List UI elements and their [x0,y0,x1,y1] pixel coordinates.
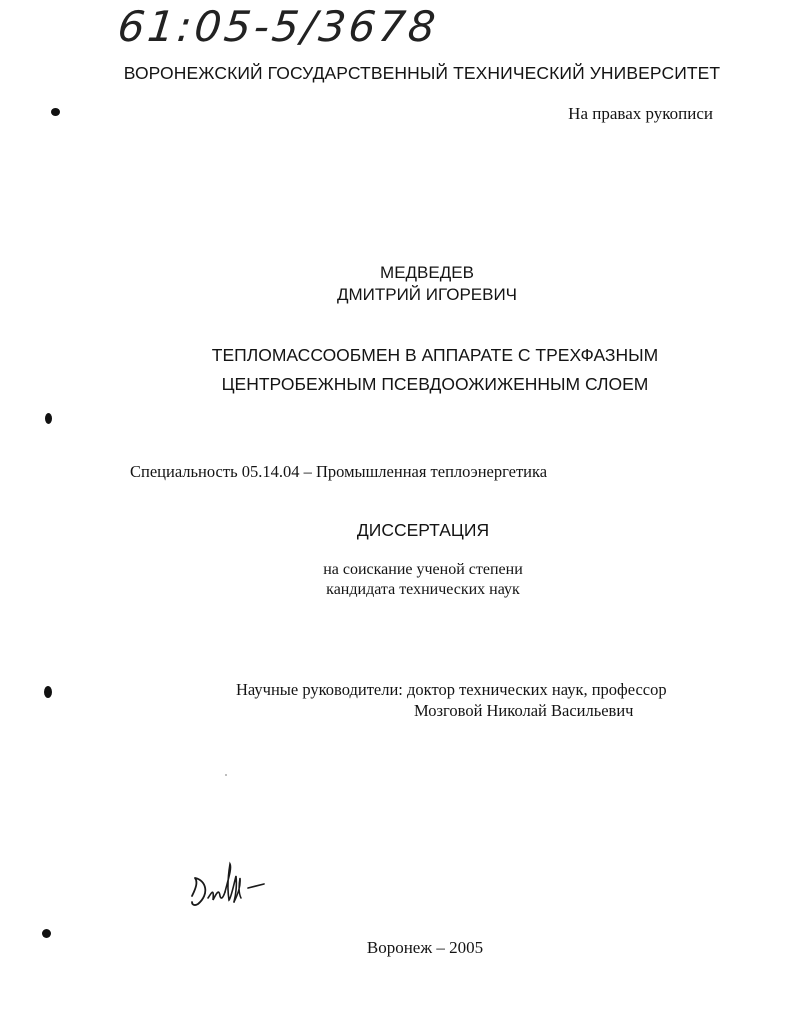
supervisor-role: Научные руководители: доктор технических наук, профессор [236,680,667,699]
title-line-2: ЦЕНТРОБЕЖНЫМ ПСЕВДООЖИЖЕННЫМ СЛОЕМ [221,374,649,394]
punch-mark-3 [44,686,52,698]
degree-line-1: на соискание ученой степени [323,561,523,578]
author-given-names: ДМИТРИЙ ИГОРЕВИЧ [336,285,518,304]
author-surname: МЕДВЕДЕВ [380,263,474,282]
scan-speck [225,774,227,776]
title-line-1: ТЕПЛОМАССООБМЕН В АППАРАТЕ С ТРЕХФАЗНЫМ [211,345,659,365]
degree-block [26,560,794,600]
author-block [30,262,794,306]
archive-code-handwritten: 61:05-5/3678 [115,2,441,51]
degree-line-2: кандидата технических наук [326,581,520,598]
city-year: Воронеж – 2005 [366,938,484,957]
university-name: ВОРОНЕЖСКИЙ ГОСУДАРСТВЕННЫЙ ТЕХНИЧЕСКИЙ УНИВЕРСИТЕТ [123,63,721,83]
punch-mark-1 [51,108,60,116]
signature-mark [186,858,276,920]
supervisor-name: Мозговой Николай Васильевич [414,701,634,720]
dissertation-title [38,341,794,399]
document-type: ДИССЕРТАЦИЯ [356,520,490,540]
specialty: Специальность 05.14.04 – Промышленная теплоэнергетика [130,462,548,481]
manuscript-note: На правах рукописи [568,104,713,123]
punch-mark-4 [42,929,51,938]
punch-mark-2 [45,413,52,424]
